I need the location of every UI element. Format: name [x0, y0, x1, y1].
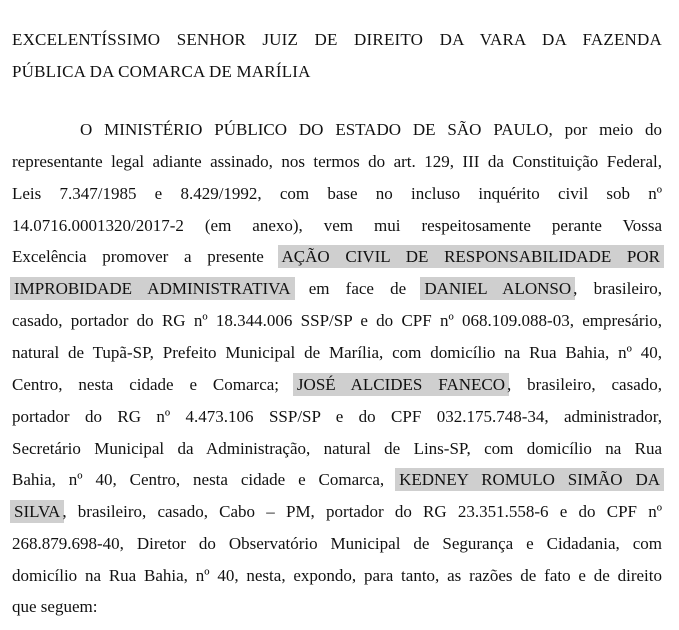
highlight-action-title-part1: AÇÃO CIVIL DE RESPONSABILIDADE POR	[278, 245, 664, 268]
body-line-16: que seguem:	[12, 597, 98, 616]
highlight-defendant-1: DANIEL ALONSO	[420, 277, 575, 300]
body-line-12-text: Bahia, nº 40, Centro, nesta cidade e Comarca,	[12, 470, 385, 489]
body-line-13-text: , brasileiro, casado, Cabo – PM, portador do RG 23.351.558-6 e do CPF nº	[62, 502, 662, 521]
body-line-14: 268.879.698-40, Diretor do Observatório Municipal de Segurança e Cidadania, com	[12, 534, 662, 553]
highlight-defendant-2: JOSÉ ALCIDES FANECO	[293, 373, 509, 396]
highlight-action-title-part2: IMPROBIDADE ADMINISTRATIVA	[10, 277, 295, 300]
body-line-6	[12, 275, 662, 303]
body-line-5-text: Excelência promover a presente	[12, 247, 264, 266]
body-line-9-tail: , brasileiro, casado,	[507, 375, 663, 394]
body-line-9-text: Centro, nesta cidade e Comarca;	[12, 375, 280, 394]
body-line-2: representante legal adiante assinado, nos termos do art. 129, III da Constituição Federal,	[12, 152, 662, 171]
body-line-7: casado, portador do RG nº 18.344.006 SSP/SP e do CPF nº 068.109.088-03, empresário,	[12, 311, 662, 330]
body-line-10: portador do RG nº 4.473.106 SSP/SP e do CPF 032.175.748-34, administrador,	[12, 407, 662, 426]
body-line-8: natural de Tupã-SP, Prefeito Municipal de Marília, com domicílio na Rua Bahia, nº 40,	[12, 343, 662, 362]
body-line-6-text: em face de	[308, 279, 407, 298]
addressee-line-2: PÚBLICA DA COMARCA DE MARÍLIA	[12, 62, 311, 81]
highlight-defendant-3-part2: SILVA	[10, 500, 64, 523]
body-line-1: O MINISTÉRIO PÚBLICO DO ESTADO DE SÃO PAULO, por meio do	[80, 120, 662, 139]
addressee-line-1: EXCELENTÍSSIMO SENHOR JUIZ DE DIREITO DA VARA DA FAZENDA	[12, 30, 662, 49]
body-line-5	[12, 243, 662, 271]
body-line-3: Leis 7.347/1985 e 8.429/1992, com base no incluso inquérito civil sob nº	[12, 184, 662, 203]
body-line-13	[12, 498, 662, 526]
highlight-defendant-3-part1: KEDNEY ROMULO SIMÃO DA	[395, 468, 664, 491]
body-line-6-tail: , brasileiro,	[573, 279, 663, 298]
body-line-9	[12, 371, 662, 399]
body-line-12	[12, 466, 662, 494]
body-line-4: 14.0716.0001320/2017-2 (em anexo), vem mui respeitosamente perante Vossa	[12, 216, 662, 235]
body-line-15: domicílio na Rua Bahia, nº 40, nesta, expondo, para tanto, as razões de fato e de direito	[12, 566, 662, 585]
body-line-11: Secretário Municipal da Administração, natural de Lins-SP, com domicílio na Rua	[12, 439, 662, 458]
